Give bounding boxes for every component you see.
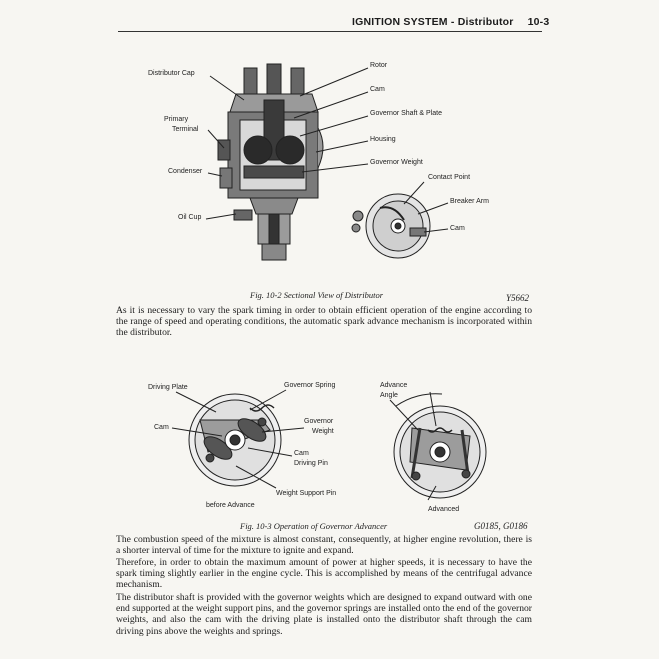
label-contact-point: Contact Point <box>428 174 471 181</box>
page-number: 10-3 <box>527 16 550 28</box>
label-cam-fig2: Cam <box>154 424 169 431</box>
paragraph-1: As it is necessary to vary the spark timing in order to obtain efficient operation of the engine according to the range of speed and operating conditions, the automatic spark advance mechanism is incorporated within the distributor. <box>116 305 532 339</box>
label-weight-support-pin: Weight Support Pin <box>276 490 337 497</box>
label-cam-driving-pin-2: Driving Pin <box>294 460 328 467</box>
header-title: IGNITION SYSTEM - Distributor <box>352 16 514 28</box>
label-cam-breaker: Cam <box>450 225 465 232</box>
label-oil-cup: Oil Cup <box>178 214 202 221</box>
figure2-code: G0185, G0186 <box>474 521 528 531</box>
figure2-caption: Fig. 10-3 Operation of Governor Advancer <box>240 521 388 531</box>
label-governor-weight-fig2-1: Governor <box>304 418 334 425</box>
label-primary-terminal-2: Terminal <box>172 126 199 133</box>
label-advance-angle-2: Angle <box>380 392 398 399</box>
label-primary-terminal-1: Primary <box>164 116 189 123</box>
label-advance-angle-1: Advance <box>380 382 408 389</box>
paragraph-2: The combustion speed of the mixture is almost constant, consequently, at higher engine revolution, there is a shorter interval of time for the mixture to ignite and expand. <box>116 534 532 557</box>
label-advanced: Advanced <box>428 506 460 513</box>
label-driving-plate: Driving Plate <box>148 384 188 391</box>
label-governor-shaft-plate: Governor Shaft & Plate <box>370 110 442 117</box>
label-governor-spring: Governor Spring <box>284 382 336 389</box>
figure1-code: Y5662 <box>506 293 530 303</box>
label-rotor: Rotor <box>370 62 388 69</box>
label-cam-top: Cam <box>370 86 385 93</box>
label-breaker-arm: Breaker Arm <box>450 198 489 205</box>
paragraph-3: Therefore, in order to obtain the maximum amount of power at higher speeds, it is necessary to have the spark timing slightly earlier in the engine cycle. This is accomplished by means of the centrifugal advance mechanism. <box>116 557 532 591</box>
label-governor-weight: Governor Weight <box>370 159 423 166</box>
label-distributor-cap: Distributor Cap <box>148 70 195 77</box>
label-cam-driving-pin-1: Cam <box>294 450 309 457</box>
paragraph-4: The distributor shaft is provided with the governor weights which are designed to expand outward with one end supported at the weight support pins, and the governor springs are installed onto the end of the governor weights, and also the cam with the driving plate is installed onto the distributor shaft through the cam driving pins above the weights and springs. <box>116 592 532 637</box>
label-governor-weight-fig2-2: Weight <box>312 428 334 435</box>
label-housing: Housing <box>370 136 396 143</box>
label-condenser: Condenser <box>168 168 203 175</box>
figure1-caption: Fig. 10-2 Sectional View of Distributor <box>250 290 383 300</box>
label-before-advance: before Advance <box>206 502 255 509</box>
